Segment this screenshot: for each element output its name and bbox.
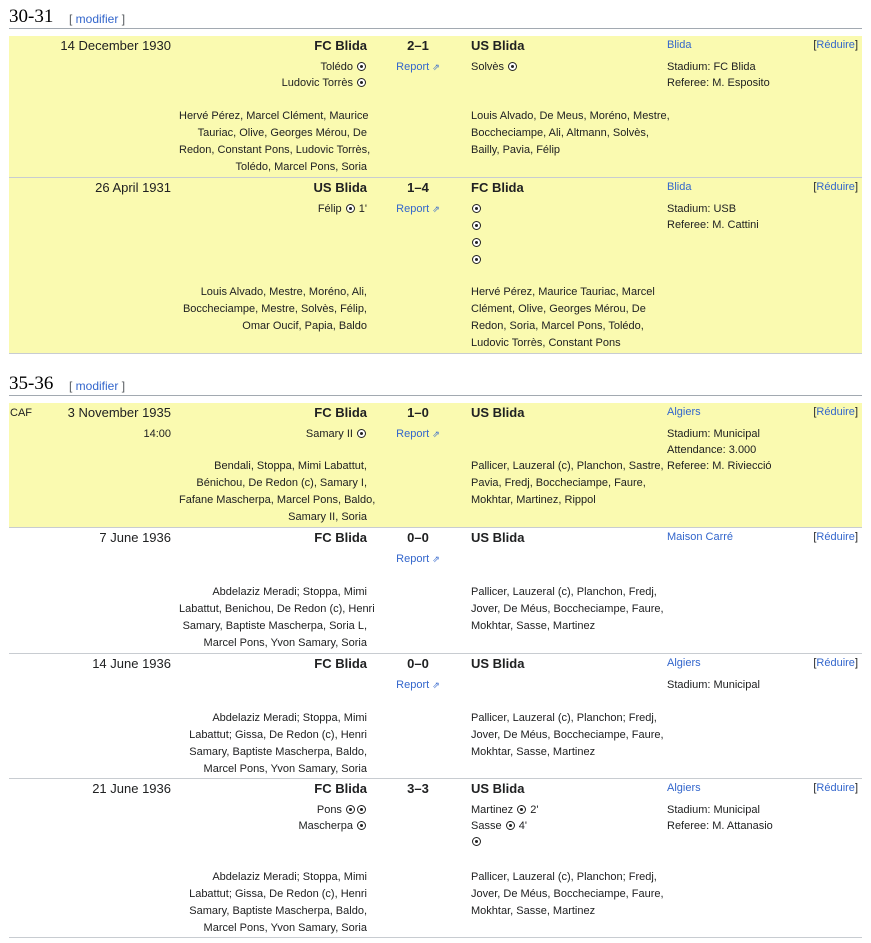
text-line: Samary, Baptiste Mascherpa, Baldo,	[189, 746, 367, 758]
football-icon	[472, 204, 481, 213]
goal-scorer	[179, 59, 367, 75]
match-row	[9, 654, 862, 779]
external-link-icon: ⇗	[432, 204, 440, 214]
text-line: Attendance: 3.000	[667, 444, 757, 456]
home-lineup	[179, 458, 376, 526]
match-location[interactable]: Blida	[667, 39, 692, 51]
match-info	[667, 802, 773, 834]
text-line: Pavia, Fredj, Boccheciampe, Faure,	[471, 477, 646, 489]
text-line: Marcel Pons, Yvon Samary, Soria	[203, 763, 367, 775]
match-location[interactable]: Maison Carré	[667, 531, 734, 543]
text-line: Ludovic Torrès, Constant Pons	[471, 337, 621, 349]
report-link[interactable]: Report ⇗	[396, 61, 440, 73]
text-line: Pallicer, Lauzeral (c), Planchon; Fredj,	[471, 871, 657, 883]
text-line: Pallicer, Lauzeral (c), Planchon, Sastre,	[471, 460, 664, 472]
match-row	[9, 36, 862, 178]
football-icon	[508, 62, 517, 71]
football-icon	[357, 805, 366, 814]
report-link[interactable]: Report ⇗	[396, 203, 440, 215]
competition: CAF	[10, 407, 32, 419]
away-team[interactable]: US Blida	[471, 405, 525, 420]
reduce-toggle[interactable]: [Réduire]	[813, 39, 858, 51]
text-line: Samary, Baptiste Mascherpa, Soria L,	[182, 620, 367, 632]
match-row	[9, 528, 862, 654]
text-line: Redon, Constant Pons, Ludovic Torrès,	[179, 144, 371, 156]
goal-scorer	[471, 235, 671, 252]
football-icon	[346, 204, 355, 213]
goal-scorer	[179, 426, 367, 442]
text-line: Tolédo, Marcel Pons, Soria	[235, 161, 367, 173]
text-line: Labattut, Benichou, De Redon (c), Henri	[179, 603, 375, 615]
external-link-icon: ⇗	[432, 429, 440, 439]
home-team[interactable]: US Blida	[313, 180, 367, 195]
reduce-toggle[interactable]: [Réduire]	[813, 406, 858, 418]
text-line: Fafane Mascherpa, Marcel Pons, Baldo,	[179, 494, 376, 506]
text-line: Louis Alvado, De Meus, Moréno, Mestre,	[471, 110, 670, 122]
text-line: Marcel Pons, Yvon Samary, Soria	[203, 637, 367, 649]
goal-minute: 1'	[355, 203, 367, 215]
text-line: Bailly, Pavia, Félip	[471, 144, 561, 156]
external-link-icon: ⇗	[432, 680, 440, 690]
text-line: Referee: M. Cattini	[667, 219, 759, 231]
match-score: 2–1	[407, 38, 429, 53]
home-goals	[179, 201, 367, 217]
match-date: 3 November 1935	[67, 405, 171, 420]
scorer-name[interactable]: Solvès	[471, 61, 508, 73]
text-line: Stadium: FC Blida	[667, 61, 756, 73]
goal-scorer	[179, 201, 367, 217]
football-icon	[472, 221, 481, 230]
goal-scorer	[471, 802, 671, 818]
reduce-toggle[interactable]: [Réduire]	[813, 782, 858, 794]
text-line: Stadium: Municipal	[667, 428, 760, 440]
away-lineup	[471, 458, 667, 509]
text-line: Abdelaziz Meradi; Stoppa, Mimi	[212, 871, 367, 883]
text-line: Jover, De Méus, Boccheciampe, Faure,	[471, 888, 664, 900]
text-line: Jover, De Méus, Boccheciampe, Faure,	[471, 603, 664, 615]
football-icon	[506, 821, 515, 830]
home-team[interactable]: FC Blida	[314, 656, 367, 671]
match-score: 0–0	[407, 656, 429, 671]
text-line: Samary II, Soria	[288, 511, 367, 523]
football-icon	[346, 805, 355, 814]
match-info	[667, 677, 760, 693]
home-lineup	[179, 869, 367, 937]
home-lineup	[179, 284, 367, 335]
edit-link[interactable]: [ modifier ]	[69, 379, 126, 393]
away-team[interactable]: FC Blida	[471, 180, 524, 195]
home-lineup	[179, 584, 375, 652]
football-icon	[357, 62, 366, 71]
text-line: Bendali, Stoppa, Mimi Labattut,	[214, 460, 367, 472]
match-time: 14:00	[143, 428, 171, 440]
text-line: Pallicer, Lauzeral (c), Planchon, Fredj,	[471, 586, 657, 598]
report-link[interactable]: Report ⇗	[396, 679, 440, 691]
text-line: Redon, Soria, Marcel Pons, Tolédo,	[471, 320, 644, 332]
goal-minute: 4'	[515, 820, 527, 832]
home-team[interactable]: FC Blida	[314, 781, 367, 796]
goal-scorer	[471, 201, 671, 218]
external-link-icon: ⇗	[432, 62, 440, 72]
edit-link[interactable]: [ modifier ]	[69, 12, 126, 26]
text-line: Labattut; Gissa, De Redon (c), Henri	[189, 888, 367, 900]
text-line: Mokhtar, Martinez, Rippol	[471, 494, 596, 506]
text-line: Marcel Pons, Yvon Samary, Soria	[203, 922, 367, 934]
away-team[interactable]: US Blida	[471, 656, 525, 671]
text-line: Stadium: Municipal	[667, 804, 760, 816]
text-line: Clément, Olive, Georges Mérou, De	[471, 303, 646, 315]
match-info	[667, 426, 772, 474]
scorer-name[interactable]: Tolédo	[320, 61, 356, 73]
away-team[interactable]: US Blida	[471, 781, 525, 796]
football-icon	[472, 238, 481, 247]
away-lineup	[471, 284, 667, 352]
match-date: 21 June 1936	[92, 781, 171, 796]
text-line: Pallicer, Lauzeral (c), Planchon; Fredj,	[471, 712, 657, 724]
text-line: Referee: M. Attanasio	[667, 820, 773, 832]
text-line: Referee: M. Riviecció	[667, 460, 772, 472]
football-icon	[357, 78, 366, 87]
reduce-toggle[interactable]: [Réduire]	[813, 657, 858, 669]
football-icon	[357, 429, 366, 438]
away-lineup	[471, 108, 670, 159]
scorer-name[interactable]: Ludovic Torrès	[281, 77, 356, 89]
text-line: Labattut; Gissa, De Redon (c), Henri	[189, 729, 367, 741]
goal-scorer	[471, 252, 671, 269]
scorer-name[interactable]: Samary II	[305, 428, 356, 440]
text-line: Abdelaziz Meradi; Stoppa, Mimi	[212, 586, 367, 598]
match-row	[9, 403, 862, 528]
text-line: Stadium: Municipal	[667, 679, 760, 691]
home-team[interactable]: FC Blida	[314, 38, 367, 53]
away-team[interactable]: US Blida	[471, 38, 525, 53]
match-info	[667, 59, 770, 91]
match-location[interactable]: Algiers	[667, 406, 701, 418]
football-icon	[357, 821, 366, 830]
home-goals	[179, 802, 367, 834]
scorer-name[interactable]: Mascherpa	[298, 820, 356, 832]
home-lineup	[179, 108, 371, 176]
football-icon	[472, 837, 481, 846]
text-line: Hervé Pérez, Maurice Tauriac, Marcel	[471, 286, 655, 298]
match-row	[9, 178, 862, 354]
away-team[interactable]: US Blida	[471, 530, 525, 545]
goal-scorer	[471, 59, 671, 75]
goal-scorer	[179, 75, 367, 91]
text-line: Louis Alvado, Mestre, Moréno, Ali,	[200, 286, 367, 298]
text-line: Hervé Pérez, Marcel Clément, Maurice	[179, 110, 369, 122]
match-location[interactable]: Algiers	[667, 657, 701, 669]
text-line: Abdelaziz Meradi; Stoppa, Mimi	[212, 712, 367, 724]
goal-scorer	[179, 818, 367, 834]
reduce-toggle[interactable]: [Réduire]	[813, 181, 858, 193]
season-header	[9, 371, 862, 396]
match-score: 3–3	[407, 781, 429, 796]
goal-scorer	[471, 218, 671, 235]
match-score: 1–4	[407, 180, 429, 195]
match-date: 14 December 1930	[60, 38, 171, 53]
text-line: Jover, De Méus, Boccheciampe, Faure,	[471, 729, 664, 741]
scorer-name[interactable]: Martinez	[471, 804, 517, 816]
match-location[interactable]: Blida	[667, 181, 692, 193]
scorer-name[interactable]: Félip	[317, 203, 345, 215]
away-goals	[471, 59, 671, 75]
text-line: Mokhtar, Sasse, Martinez	[471, 905, 596, 917]
home-goals	[179, 59, 367, 91]
away-lineup	[471, 869, 667, 920]
scorer-name[interactable]: Pons	[316, 804, 345, 816]
football-icon	[472, 255, 481, 264]
text-line: Samary, Baptiste Mascherpa, Baldo,	[189, 905, 367, 917]
season-header	[9, 4, 862, 29]
home-team[interactable]: FC Blida	[314, 530, 367, 545]
home-goals	[179, 426, 367, 442]
home-lineup	[179, 710, 367, 778]
away-goals	[471, 201, 671, 269]
goal-scorer	[179, 802, 367, 818]
goal-minute: 2'	[527, 804, 539, 816]
match-score: 0–0	[407, 530, 429, 545]
football-icon	[517, 805, 526, 814]
away-lineup	[471, 584, 667, 635]
goal-scorer	[471, 818, 671, 834]
match-info	[667, 201, 759, 233]
text-line: Omar Oucif, Papia, Baldo	[242, 320, 367, 332]
scorer-name[interactable]: Sasse	[471, 820, 505, 832]
report-link[interactable]: Report ⇗	[396, 428, 440, 440]
match-score: 1–0	[407, 405, 429, 420]
match-date: 7 June 1936	[99, 530, 171, 545]
text-line: Boccheciampe, Ali, Altmann, Solvès,	[471, 127, 649, 139]
match-date: 14 June 1936	[92, 656, 171, 671]
match-location[interactable]: Algiers	[667, 782, 701, 794]
season-title: 35-36	[9, 373, 54, 394]
match-row	[9, 779, 862, 938]
away-lineup	[471, 710, 667, 761]
report-link[interactable]: Report ⇗	[396, 553, 440, 565]
text-line: Referee: M. Esposito	[667, 77, 770, 89]
text-line: Boccheciampe, Mestre, Solvès, Félip,	[182, 303, 367, 315]
match-date: 26 April 1931	[95, 180, 171, 195]
external-link-icon: ⇗	[432, 554, 440, 564]
home-team[interactable]: FC Blida	[314, 405, 367, 420]
away-goals	[471, 802, 671, 850]
text-line: Bénichou, De Redon (c), Samary I,	[196, 477, 367, 489]
text-line: Mokhtar, Sasse, Martinez	[471, 746, 596, 758]
text-line: Mokhtar, Sasse, Martinez	[471, 620, 596, 632]
text-line: Stadium: USB	[667, 203, 737, 215]
goal-scorer	[471, 834, 671, 850]
reduce-toggle[interactable]: [Réduire]	[813, 531, 858, 543]
text-line: Tauriac, Olive, Georges Mérou, De	[197, 127, 367, 139]
season-title: 30-31	[9, 6, 54, 27]
